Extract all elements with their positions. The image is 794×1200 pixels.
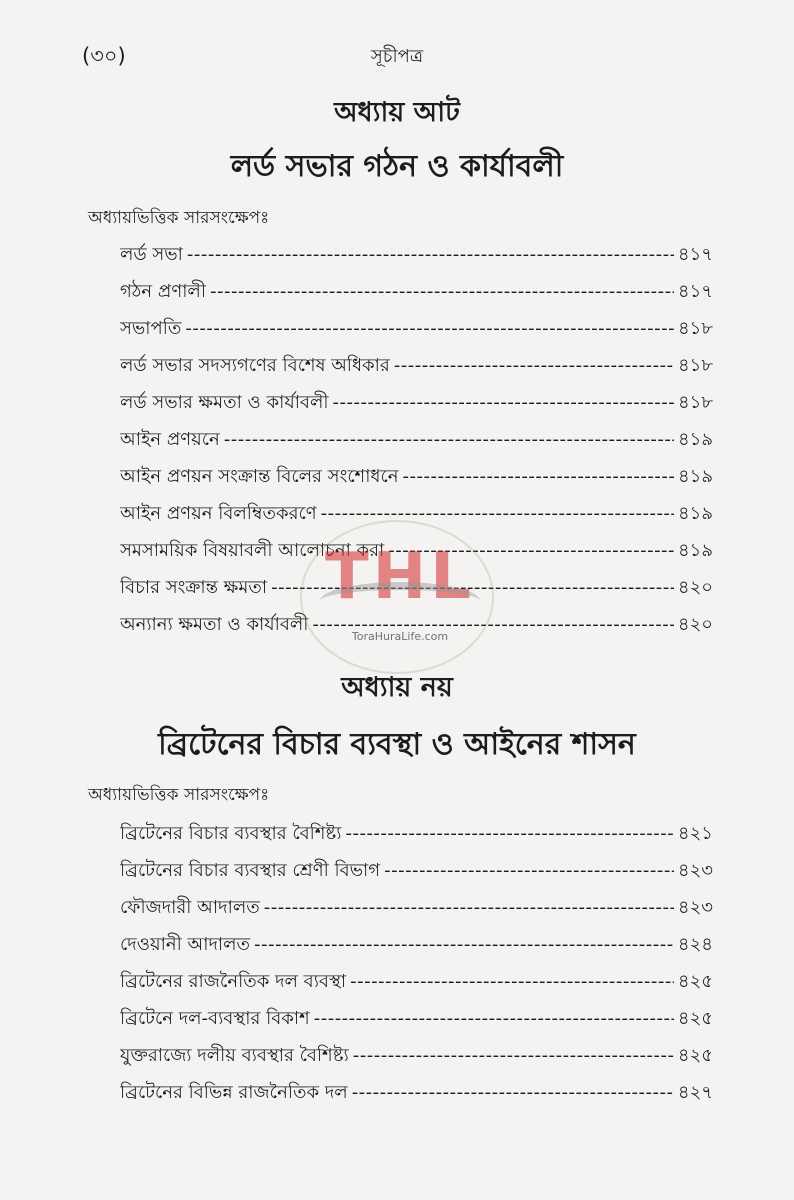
toc-entry[interactable] [120,384,713,421]
dot-leader [384,852,674,889]
dot-leader [353,1037,674,1074]
running-title: সূচীপত্র [370,46,424,67]
toc-entry-page: ৪১৯ [677,466,713,487]
toc-entry[interactable] [120,273,713,310]
dot-leader [210,273,674,310]
toc-entry-title: সভাপতি [120,318,182,339]
toc-entry[interactable] [120,310,713,347]
dot-leader [224,421,674,458]
watermark-site: ToraHuraLife.com [351,630,449,643]
toc-entry[interactable] [120,963,713,1000]
watermark-logo-text: THL [325,540,475,614]
chapter-8-label: অধ্যায় আট [334,97,460,128]
toc-entry-page: ৪২৫ [677,1045,713,1066]
toc-entry[interactable] [120,889,713,926]
toc-entry-page: ৪২৪ [677,934,713,955]
toc-entry-page: ৪১৭ [677,244,713,265]
chapter-9-label: অধ্যায় নয় [341,672,453,703]
toc-entry-title: দেওয়ানী আদালত [120,934,251,955]
toc-entry[interactable] [120,236,713,273]
toc-entry-page: ৪২৫ [677,971,713,992]
toc-entry-page: ৪২৭ [677,1082,713,1103]
dot-leader [394,347,674,384]
toc-entry[interactable] [120,1000,713,1037]
toc-entry[interactable] [120,926,713,963]
page-number: (৩০) [82,44,126,68]
toc-entry-page: ৪২১ [677,823,713,844]
chapter-8-title: লর্ড সভার গঠন ও কার্যাবলী [230,149,564,184]
chapter-9-toc [120,815,713,1111]
toc-entry[interactable] [120,815,713,852]
toc-entry-page: ৪১৮ [677,318,713,339]
toc-entry-page: ৪১৯ [677,503,713,524]
dot-leader [350,963,674,1000]
toc-entry-page: ৪২৩ [677,860,713,881]
toc-entry-title: আইন প্রণয়ন সংক্রান্ত বিলের সংশোধনে [120,466,399,487]
toc-entry-title: ব্রিটেনের বিভিন্ন রাজনৈতিক দল [120,1082,348,1103]
toc-entry-title: ব্রিটেনের বিচার ব্যবস্থার শ্রেণী বিভাগ [120,860,381,881]
toc-entry-page: ৪১৭ [677,281,713,302]
toc-entry-page: ৪১৮ [677,355,713,376]
toc-entry-title: ব্রিটেনে দল-ব্যবস্থার বিকাশ [120,1008,310,1029]
dot-leader [403,458,674,495]
dot-leader [345,815,673,852]
dot-leader [314,1000,674,1037]
toc-entry[interactable] [120,458,713,495]
toc-entry-title: ফৌজদারী আদালত [120,897,260,918]
swoosh-icon [320,582,480,620]
toc-entry-title: আইন প্রণয়ন বিলম্বিতকরণে [120,503,317,524]
toc-entry[interactable] [120,1037,713,1074]
dot-leader [352,1074,674,1111]
dot-leader [187,236,674,273]
toc-entry-title: লর্ড সভা [120,244,183,265]
chapter-9-summary-label: অধ্যায়ভিত্তিক সারসংক্ষেপঃ [88,785,270,805]
toc-entry-title: বিচার সংক্রান্ত ক্ষমতা [120,577,268,598]
toc-entry-page: ৪১৯ [677,429,713,450]
toc-entry-page: ৪২৩ [677,897,713,918]
toc-entry[interactable] [120,347,713,384]
dot-leader [333,384,674,421]
toc-entry[interactable] [120,852,713,889]
toc-entry-title: অন্যান্য ক্ষমতা ও কার্যাবলী [120,614,309,635]
toc-entry-title: ব্রিটেনের বিচার ব্যবস্থার বৈশিষ্ট্য [120,823,342,844]
dot-leader [254,926,674,963]
toc-entry-page: ৪১৮ [677,392,713,413]
toc-entry-title: গঠন প্রণালী [120,281,206,302]
toc-entry-title: লর্ড সভার সদস্যগণের বিশেষ অধিকার [120,355,390,376]
dot-leader [185,310,674,347]
toc-entry[interactable] [120,421,713,458]
toc-entry-title: যুক্তরাজ্যে দলীয় ব্যবস্থার বৈশিষ্ট্য [120,1045,349,1066]
chapter-8-summary-label: অধ্যায়ভিত্তিক সারসংক্ষেপঃ [88,208,270,228]
chapter-9-title: ব্রিটেনের বিচার ব্যবস্থা ও আইনের শাসন [158,727,636,762]
dot-leader [264,889,674,926]
toc-entry-page: ৪২০ [677,577,713,598]
toc-entry-title: লর্ড সভার ক্ষমতা ও কার্যাবলী [120,392,329,413]
toc-entry-title: ব্রিটেনের রাজনৈতিক দল ব্যবস্থা [120,971,347,992]
watermark-logo [300,520,500,680]
toc-entry-page: ৪২৫ [677,1008,713,1029]
toc-entry-page: ৪২০ [677,614,713,635]
toc-entry[interactable] [120,1074,713,1111]
toc-entry-title: সমসাময়িক বিষয়াবলী আলোচনা করা [120,540,385,561]
toc-entry-page: ৪১৯ [677,540,713,561]
toc-entry-title: আইন প্রণয়নে [120,429,220,450]
